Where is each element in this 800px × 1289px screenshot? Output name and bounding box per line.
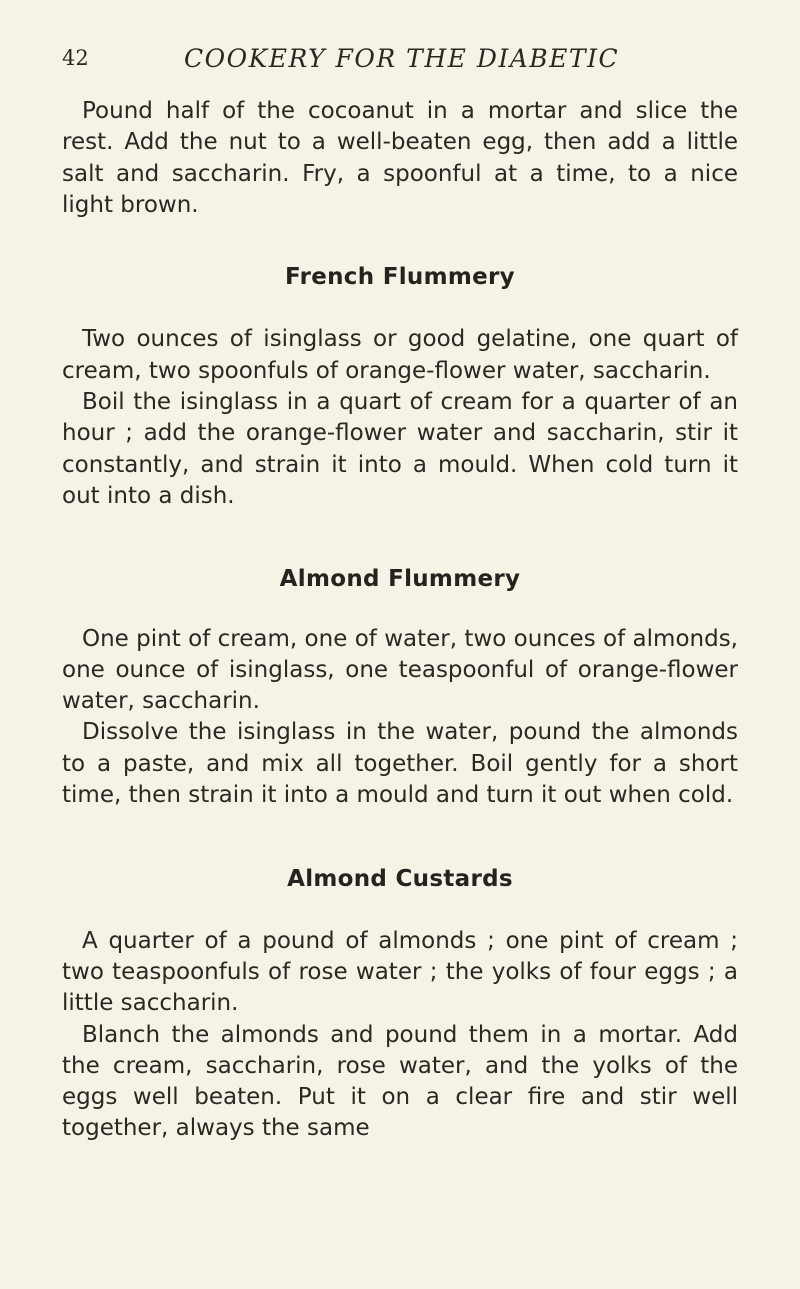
method-paragraph: Boil the isinglass in a quart of cream for a quarter of an hour ; add the orange-flower water and saccharin, stir it constantly, and strain it into a mould. When cold turn it out into a dish.: [62, 389, 738, 509]
page-body: [62, 96, 738, 1145]
ingredients-paragraph: One pint of cream, one of water, two ounces of almonds, one ounce of isinglass, one teaspoonful of orange-flower water, saccharin.: [62, 625, 738, 715]
paragraph: Pound half of the cocoanut in a mortar and slice the rest. Add the nut to a well-beaten egg, then add a little salt and saccharin. Fry, a spoonful at a time, to a nice light brown.: [62, 98, 738, 218]
recipe-title-almond-flummery: Almond Flummery: [279, 566, 521, 593]
ingredients-paragraph: A quarter of a pound of almonds ; one pint of cream ; two teaspoonfuls of rose water ; the yolks of four eggs ; a little saccharin.: [62, 927, 738, 1017]
running-head: [62, 44, 762, 84]
running-title: COOKERY FOR THE DIABETIC: [184, 44, 620, 73]
method-paragraph: Blanch the almonds and pound them in a mortar. Add the cream, saccharin, rose water, and the yolks of the eggs well beaten. Put it on a clear fire and stir well together, always the same: [62, 1021, 738, 1142]
ingredients-paragraph: Two ounces of isinglass or good gelatine, one quart of cream, two spoonfuls of orange-flower water, saccharin.: [62, 326, 738, 384]
recipe-title-french-flummery: French Flummery: [285, 264, 515, 291]
recipe-title-almond-custards: Almond Custards: [287, 866, 513, 893]
page-number: 42: [62, 46, 89, 70]
method-paragraph: Dissolve the isinglass in the water, pound the almonds to a paste, and mix all together. Boil gently for a short time, then strain it into a mould and turn it out when cold.: [62, 719, 738, 809]
